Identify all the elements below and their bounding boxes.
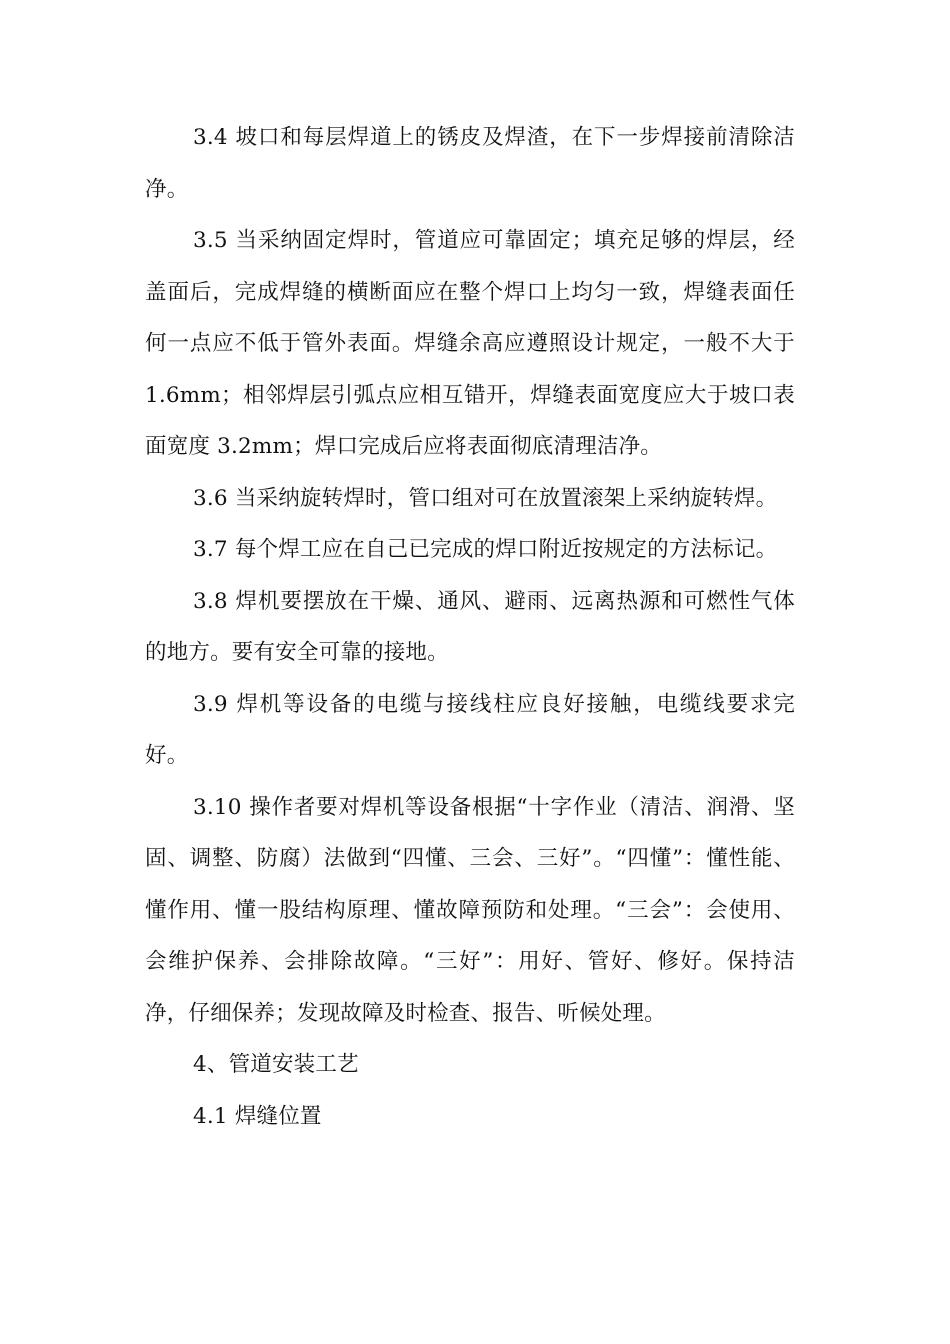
section-heading-4: 4、管道安装工艺 <box>193 1052 359 1077</box>
paragraph-3-7: 3.7 每个焊工应在自己已完成的焊口附近按规定的方法标记。 <box>193 537 778 562</box>
document-body <box>145 112 795 1142</box>
paragraph-3-6: 3.6 当采纳旋转焊时，管口组对可在放置滚架上采纳旋转焊。 <box>193 485 778 511</box>
paragraph-3-8: 3.8 焊机要摆放在干燥、通风、避雨、远离热源和可燃性气体的地方。要有安全可靠的接地。 <box>145 588 795 665</box>
paragraph-3-4: 3.4 坡口和每层焊道上的锈皮及焊渣，在下一步焊接前清除洁净。 <box>145 125 795 202</box>
paragraph-3-5: 3.5 当采纳固定焊时，管道应可靠固定；填充足够的焊层，经盖面后，完成焊缝的横断面应在整个焊口上均匀一致，焊缝表面任何一点应不低于管外表面。焊缝余高应遵照设计规定，一般不大于 1.6mm；相邻焊层引弧点应相互错开，焊缝表面宽度应大于坡口表面宽度 3.2mm；焊口完成后应将表面彻底清理洁净。 <box>145 228 795 459</box>
subsection-heading-4-1: 4.1 焊缝位置 <box>193 1103 322 1129</box>
paragraph-3-9: 3.9 焊机等设备的电缆与接线柱应良好接触，电缆线要求完好。 <box>145 691 795 768</box>
paragraph-3-10: 3.10 操作者要对焊机等设备根据“十字作业（清洁、润滑、坚固、调整、防腐）法做到“四懂、三会、三好”。“四懂”：懂性能、懂作用、懂一股结构原理、懂故障预防和处理。“三会”：会使用、会维护保养、会排除故障。“三好”：用好、管好、修好。保持洁净，仔细保养；发现故障及时检查、报告、听候处理。 <box>145 794 795 1026</box>
